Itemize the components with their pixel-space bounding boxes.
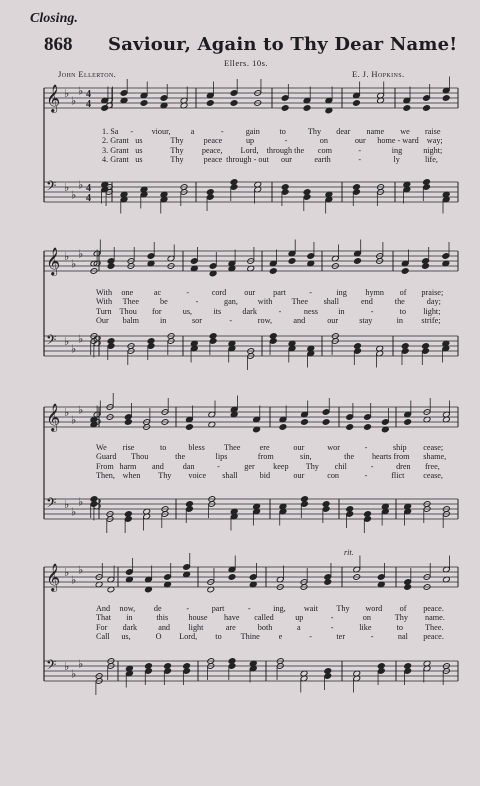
lyric-syllable: ship xyxy=(393,443,407,452)
lyric-syllable: have xyxy=(224,613,240,623)
note-head xyxy=(353,189,361,196)
note-head xyxy=(279,424,287,431)
lyric-syllable: Thy xyxy=(170,154,184,164)
lyric-syllable: shame, xyxy=(423,452,447,462)
lyric-syllable: chil xyxy=(334,461,347,471)
lyric-syllable: Call xyxy=(96,631,110,641)
lyric-syllable: in xyxy=(396,315,403,325)
flat-sign: ♭ xyxy=(78,657,84,671)
lyric-syllable: our xyxy=(354,136,366,146)
lyric-syllable: up xyxy=(245,136,255,146)
note-head xyxy=(230,90,238,97)
flat-sign: ♭ xyxy=(64,87,70,100)
lyric-syllable: dark xyxy=(242,306,257,316)
lyric-syllable: shall xyxy=(323,297,340,307)
note-head xyxy=(401,268,409,275)
lyric-syllable: lips xyxy=(215,452,228,462)
lyric-syllable: a xyxy=(190,127,195,136)
note-head xyxy=(346,414,354,421)
lyric-syllable: hearts from xyxy=(371,452,410,462)
hymn-title: Saviour, Again to Thy Dear Name! xyxy=(108,34,458,55)
note-head xyxy=(423,184,431,191)
lyric-syllable: 2. Grant xyxy=(102,136,129,146)
note-head xyxy=(228,663,236,670)
lyric-syllable: - xyxy=(309,631,313,641)
lyric-syllable: us, xyxy=(182,306,193,316)
lyric-syllable: and xyxy=(293,315,306,325)
lyric-syllable: Thy xyxy=(394,613,408,623)
lyric-syllable: a xyxy=(297,622,301,632)
flat-sign: ♭ xyxy=(71,94,77,108)
lyric-syllable: wait xyxy=(303,604,318,613)
lyric-syllable: we xyxy=(400,127,410,136)
flat-sign: ♭ xyxy=(64,250,70,263)
lyric-syllable: Thy xyxy=(158,470,172,480)
note-head xyxy=(354,348,362,355)
note-head xyxy=(269,338,277,345)
lyric-syllable: cord xyxy=(211,288,227,297)
lyric-syllable: rise xyxy=(122,443,135,452)
flat-sign: ♭ xyxy=(71,413,77,427)
lyric-syllable: peace. xyxy=(423,631,444,641)
lyric-syllable: - xyxy=(370,631,374,641)
lyric-syllable: peace xyxy=(203,136,223,146)
note-head xyxy=(147,343,155,350)
note-head xyxy=(209,263,217,270)
note-head xyxy=(322,409,330,416)
note-head xyxy=(186,506,194,513)
note-head xyxy=(377,574,385,581)
lyric-syllable: gan, xyxy=(224,297,238,307)
lyricist-credit: John Ellerton. xyxy=(58,69,117,79)
lyric-syllable: day; xyxy=(426,297,441,307)
lyric-syllable: - xyxy=(247,604,251,613)
lyric-syllable: harm xyxy=(119,461,137,471)
note-head xyxy=(346,424,354,431)
flat-sign: ♭ xyxy=(64,566,70,579)
lyric-syllable: 3. Grant xyxy=(102,145,129,155)
note-head xyxy=(381,419,389,426)
lyric-syllable: cease; xyxy=(423,443,444,452)
lyric-syllable: Thy xyxy=(307,127,322,136)
note-head xyxy=(307,253,315,260)
note-head xyxy=(404,419,412,426)
lyric-syllable: cease, xyxy=(423,470,443,480)
lyric-syllable: on xyxy=(362,613,371,623)
lyric-syllable: - xyxy=(278,306,282,316)
lyric-syllable: ere xyxy=(259,443,270,452)
lyric-syllable: are xyxy=(225,622,236,632)
lyric-syllable: viour, xyxy=(151,127,171,136)
lyric-syllable: wor xyxy=(327,443,340,452)
lyric-syllable: With xyxy=(96,288,113,297)
flat-sign: ♭ xyxy=(71,257,77,271)
lyric-syllable: con xyxy=(327,470,340,480)
lyric-syllable: com xyxy=(317,145,333,155)
lyric-syllable: be xyxy=(160,297,168,307)
flat-sign: ♭ xyxy=(78,332,84,346)
flat-sign: ♭ xyxy=(78,178,84,192)
note-head xyxy=(183,668,191,675)
lyric-syllable: praise; xyxy=(421,288,444,297)
lyric-syllable: Then, xyxy=(96,470,115,480)
lyric-syllable: ac xyxy=(153,288,162,297)
flat-sign: ♭ xyxy=(64,498,70,511)
lyric-syllable: - xyxy=(229,315,233,325)
lyric-syllable: With xyxy=(96,297,113,307)
flat-sign: ♭ xyxy=(71,505,77,519)
lyric-syllable: hymn xyxy=(365,288,384,297)
lyric-syllable: ness xyxy=(303,306,318,316)
lyric-syllable: strife; xyxy=(421,315,441,325)
lyric-syllable: - xyxy=(364,443,368,452)
lyric-syllable: Our xyxy=(96,315,109,325)
note-head xyxy=(186,424,194,431)
lyric-syllable: this xyxy=(156,613,169,623)
lyric-syllable: house xyxy=(188,613,208,623)
lyric-syllable: Turn xyxy=(96,306,112,316)
note-head xyxy=(230,184,238,191)
note-head xyxy=(206,194,214,201)
ritardando-mark: rit. xyxy=(344,548,354,557)
note-head xyxy=(346,511,354,518)
lyric-syllable: ly xyxy=(393,154,400,164)
lyric-syllable: - xyxy=(309,288,313,297)
bass-clef: 𝄢 xyxy=(46,495,57,514)
note-head xyxy=(145,668,153,675)
composer-credit: E. J. Hopkins. xyxy=(352,69,405,79)
lyric-syllable: earth xyxy=(314,154,331,164)
flat-sign: ♭ xyxy=(71,188,77,202)
lyric-syllable: our xyxy=(293,470,305,480)
note-head xyxy=(403,105,411,112)
lyric-syllable: Thee xyxy=(122,297,139,307)
lyric-syllable: called xyxy=(254,613,274,623)
lyric-syllable: up xyxy=(295,613,304,623)
note-head xyxy=(124,516,132,523)
note-head xyxy=(364,424,372,431)
flat-sign: ♭ xyxy=(78,84,84,98)
lyric-syllable: - xyxy=(217,461,220,471)
lyric-syllable: both xyxy=(257,622,273,632)
note-head xyxy=(164,574,172,581)
lyric-syllable: Thou xyxy=(131,452,149,462)
lyric-syllable: - xyxy=(370,306,374,316)
note-head xyxy=(288,258,296,265)
note-head xyxy=(281,105,289,112)
time-signature: 4 xyxy=(86,89,91,100)
note-head xyxy=(422,263,430,270)
lyric-syllable: peace, xyxy=(201,145,223,155)
lyric-syllable: - xyxy=(358,145,362,155)
lyric-syllable: life, xyxy=(425,154,438,164)
lyric-syllable: and xyxy=(152,461,164,471)
lyric-syllable: For xyxy=(96,622,108,632)
note-head xyxy=(423,105,431,112)
flat-sign: ♭ xyxy=(78,247,84,261)
note-head xyxy=(281,95,289,102)
lyric-syllable: of xyxy=(399,288,407,297)
lyric-syllable: our xyxy=(293,443,305,452)
lyric-syllable: in xyxy=(126,613,133,623)
lyric-syllable: ger xyxy=(244,461,255,471)
lyric-syllable: from xyxy=(257,452,274,462)
time-signature: 4 xyxy=(86,183,91,194)
flat-sign: ♭ xyxy=(78,563,84,577)
lyric-syllable: Thine xyxy=(240,631,260,641)
treble-clef: 𝄞 xyxy=(46,247,61,275)
tune-name: Ellers. 10s. xyxy=(224,58,269,68)
note-head xyxy=(324,673,332,680)
lyric-syllable: its xyxy=(213,306,222,316)
lyric-syllable: - xyxy=(330,613,334,623)
lyric-syllable: with xyxy=(257,297,273,307)
lyric-syllable: in xyxy=(160,315,167,325)
lyric-syllable: That xyxy=(96,613,112,623)
lyric-syllable: us, xyxy=(121,631,131,641)
note-head xyxy=(147,253,155,260)
lyric-syllable: way; xyxy=(426,136,443,146)
lyric-syllable: to xyxy=(279,127,286,136)
note-head xyxy=(377,668,385,675)
lyric-syllable: Thy xyxy=(336,604,350,613)
note-head xyxy=(269,268,277,275)
lyric-syllable: through the xyxy=(266,145,305,155)
time-signature: 4 xyxy=(86,193,91,204)
note-head xyxy=(404,668,412,675)
note-head xyxy=(442,253,450,260)
lyric-syllable: to xyxy=(396,622,403,632)
flat-sign: ♭ xyxy=(71,342,77,356)
lyric-syllable: our xyxy=(244,288,256,297)
lyric-syllable: on xyxy=(319,136,328,146)
bass-clef: 𝄢 xyxy=(46,332,57,351)
flat-sign: ♭ xyxy=(64,335,70,348)
note-head xyxy=(230,100,238,107)
lyric-syllable: peace. xyxy=(423,604,444,613)
lyric-syllable: and xyxy=(158,622,171,632)
note-head xyxy=(107,263,115,270)
lyric-syllable: Guard xyxy=(96,452,117,462)
lyric-syllable: for xyxy=(152,306,162,316)
note-head xyxy=(281,189,289,196)
note-head xyxy=(124,419,132,426)
lyric-syllable: 1. Sa xyxy=(102,127,119,136)
lyric-syllable: the xyxy=(175,452,186,462)
treble-clef: 𝄞 xyxy=(46,563,61,591)
lyric-syllable: ing xyxy=(336,288,347,297)
lyric-syllable: sin, xyxy=(300,452,312,462)
note-head xyxy=(353,100,361,107)
lyric-syllable: - xyxy=(358,154,362,164)
lyric-syllable: to xyxy=(399,306,407,316)
lyric-syllable: We xyxy=(96,443,107,452)
lyric-syllable: - xyxy=(364,470,368,480)
note-head xyxy=(364,516,372,523)
lyric-syllable: ter xyxy=(336,631,346,641)
lyric-syllable: our xyxy=(327,315,339,325)
lyric-syllable: when xyxy=(122,470,141,480)
note-head xyxy=(364,414,372,421)
lyric-syllable: Thee xyxy=(224,443,241,452)
lyric-syllable: now, xyxy=(119,604,136,613)
hymn-number: 868 xyxy=(44,34,73,55)
lyric-syllable: nal xyxy=(397,631,408,641)
lyric-syllable: light; xyxy=(423,306,441,316)
note-head xyxy=(126,569,134,576)
note-head xyxy=(190,258,198,265)
lyric-syllable: through - out xyxy=(226,154,269,164)
lyric-syllable: - xyxy=(370,461,374,471)
note-head xyxy=(164,668,172,675)
note-head xyxy=(404,584,412,591)
lyric-syllable: our xyxy=(281,154,292,164)
flat-sign: ♭ xyxy=(78,495,84,509)
lyric-syllable: Lord, xyxy=(179,631,198,641)
lyric-syllable: raise xyxy=(425,127,441,136)
lyric-syllable: Thee xyxy=(291,297,308,307)
bass-clef: 𝄢 xyxy=(46,178,57,197)
lyric-syllable: part xyxy=(273,288,286,297)
note-head xyxy=(303,194,311,201)
lyric-syllable: light xyxy=(188,622,204,632)
note-head xyxy=(442,95,450,102)
note-head xyxy=(322,506,330,513)
treble-clef: 𝄞 xyxy=(46,84,61,112)
lyric-syllable: - xyxy=(330,622,334,632)
lyric-syllable: gain xyxy=(245,127,260,136)
flat-sign: ♭ xyxy=(78,403,84,417)
flat-sign: ♭ xyxy=(71,667,77,681)
note-head xyxy=(322,419,330,426)
note-head xyxy=(160,95,168,102)
lyric-syllable: us xyxy=(135,145,143,155)
lyric-syllable: e xyxy=(278,631,283,641)
note-head xyxy=(249,574,257,581)
lyric-syllable: voice xyxy=(188,470,207,480)
lyric-syllable: dan xyxy=(182,461,195,471)
treble-clef: 𝄞 xyxy=(46,403,61,431)
note-head xyxy=(423,95,431,102)
lyric-syllable: sor xyxy=(192,315,203,325)
lyric-syllable: - xyxy=(186,604,190,613)
section-heading: Closing. xyxy=(30,11,78,26)
lyric-syllable: dear xyxy=(336,127,351,136)
lyric-syllable: us xyxy=(135,136,143,146)
lyric-syllable: - xyxy=(130,127,134,136)
flat-sign: ♭ xyxy=(64,660,70,673)
note-head xyxy=(209,338,217,345)
lyric-syllable: part xyxy=(211,604,225,613)
lyric-syllable: From xyxy=(96,461,114,471)
lyric-syllable: peace xyxy=(203,154,223,164)
lyric-syllable: Thy xyxy=(170,145,184,155)
lyric-syllable: home - ward xyxy=(377,136,419,146)
note-head xyxy=(301,501,309,508)
note-head xyxy=(107,343,115,350)
note-head xyxy=(140,100,148,107)
lyric-syllable: word xyxy=(365,604,383,613)
lyric-syllable: name xyxy=(366,127,385,136)
lyric-syllable: of xyxy=(399,604,407,613)
lyric-syllable: dark xyxy=(122,622,138,632)
lyric-syllable: Thou xyxy=(119,306,137,316)
bass-clef: 𝄢 xyxy=(46,657,57,676)
lyric-syllable: stay xyxy=(359,315,373,325)
lyric-syllable: Thee. xyxy=(425,622,444,632)
note-head xyxy=(324,579,332,586)
lyric-syllable: Lord, xyxy=(240,145,259,155)
lyric-syllable: row, xyxy=(257,315,273,325)
lyric-syllable: - xyxy=(195,297,199,307)
time-signature: 4 xyxy=(86,99,91,110)
lyric-syllable: like xyxy=(359,622,372,632)
flat-sign: ♭ xyxy=(71,573,77,587)
lyric-syllable: shall xyxy=(222,470,238,480)
lyric-syllable: night; xyxy=(423,145,443,155)
note-head xyxy=(301,419,309,426)
lyric-syllable: in xyxy=(338,306,345,316)
lyric-syllable: Thy xyxy=(305,461,319,471)
lyric-syllable: - xyxy=(220,127,224,136)
lyric-syllable: balm xyxy=(122,315,139,325)
lyric-syllable: ing, xyxy=(273,604,286,613)
lyric-syllable: name. xyxy=(425,613,445,623)
lyric-syllable: one xyxy=(121,288,134,297)
lyric-syllable: And xyxy=(96,604,111,613)
lyric-syllable: to xyxy=(215,631,222,641)
lyric-syllable: bless xyxy=(188,443,205,452)
flat-sign: ♭ xyxy=(64,406,70,419)
note-head xyxy=(401,348,409,355)
lyric-syllable: ing xyxy=(391,145,403,155)
lyric-syllable: bid xyxy=(259,470,271,480)
note-head xyxy=(228,574,236,581)
note-head xyxy=(120,90,128,97)
note-head xyxy=(206,100,214,107)
lyric-syllable: to xyxy=(160,443,167,452)
lyric-syllable: keep xyxy=(273,461,289,471)
note-head xyxy=(354,258,362,265)
lyric-syllable: free, xyxy=(425,461,440,471)
lyric-syllable: 4. Grant xyxy=(102,154,129,164)
note-head xyxy=(422,348,430,355)
lyric-syllable: de xyxy=(153,604,162,613)
lyric-syllable: flict xyxy=(391,470,405,480)
flat-sign: ♭ xyxy=(64,181,70,194)
lyric-syllable: Thy xyxy=(170,136,184,146)
note-head xyxy=(303,105,311,112)
lyric-syllable: the xyxy=(344,452,355,462)
note-head xyxy=(183,564,191,571)
lyric-syllable: us xyxy=(135,154,143,164)
lyric-syllable: end xyxy=(361,297,373,307)
lyric-syllable: O xyxy=(155,631,162,641)
lyric-syllable: - xyxy=(186,288,190,297)
lyric-syllable: the xyxy=(394,297,405,307)
lyric-syllable: - xyxy=(284,136,288,146)
lyric-syllable: dren xyxy=(396,461,411,471)
